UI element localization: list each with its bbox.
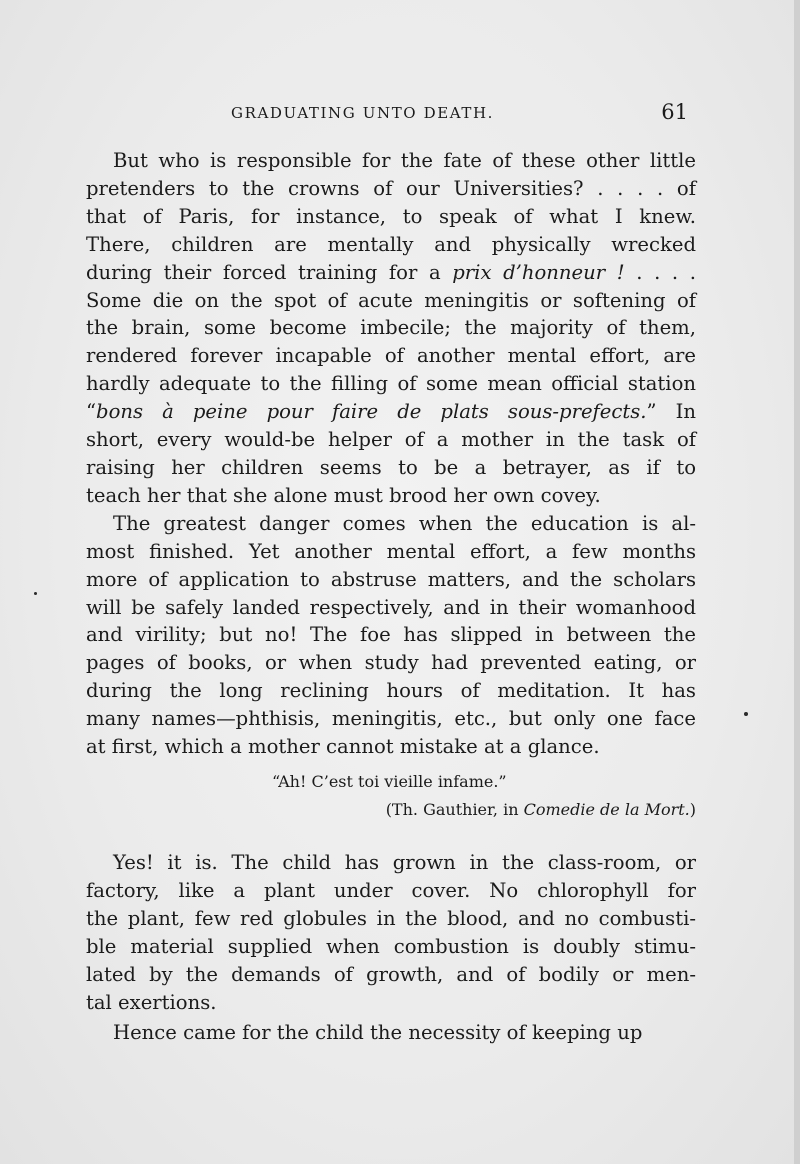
text-line: more of application to abstruse matters, and the scholars bbox=[86, 567, 696, 591]
text-line: and virility; but no! The foe has slipped in between the bbox=[86, 623, 696, 647]
ink-speck bbox=[34, 592, 37, 595]
text-line: pages of books, or when study had prevented eating, or bbox=[86, 651, 696, 675]
page-number: 61 bbox=[661, 100, 688, 124]
quote-work-title: Comedie de la Mort. bbox=[523, 800, 690, 819]
text-line: factory, like a plant under cover. No chlorophyll for bbox=[86, 879, 696, 902]
page-edge-shadow bbox=[794, 0, 800, 1164]
text-line: But who is responsible for the fate of these other little bbox=[113, 149, 696, 172]
text-line: Yes! it is. The child has grown in the class-room, or bbox=[113, 851, 696, 874]
text-line: Some die on the spot of acute meningitis or softening of bbox=[86, 288, 696, 312]
text-line: that of Paris, for instance, to speak of what I knew. bbox=[86, 204, 696, 228]
text-line: pretenders to the crowns of our Universities? . . . . of bbox=[86, 176, 696, 200]
text-line: The greatest danger comes when the education is al- bbox=[113, 511, 696, 535]
text-line: ble material supplied when combustion is doubly stimu- bbox=[86, 935, 696, 958]
text-line: teach her that she alone must brood her own covey. bbox=[86, 483, 601, 507]
epigraph-quote bbox=[86, 768, 696, 824]
text-line: during the long reclining hours of meditation. It has bbox=[86, 679, 696, 703]
body-text-top bbox=[86, 147, 696, 761]
text-line: will be safely landed respectively, and in their womanhood bbox=[86, 595, 696, 619]
text-line: short, every would-be helper of a mother in the task of bbox=[86, 428, 696, 452]
text-line: hardly adequate to the filling of some mean official station bbox=[86, 372, 696, 396]
text-line: raising her children seems to be a betrayer, as if to bbox=[86, 455, 696, 479]
italic-phrase: bons à peine pour faire de plats sous-prefects. bbox=[96, 400, 647, 424]
text-line: the brain, some become imbecile; the majority of them, bbox=[86, 316, 696, 340]
ink-speck bbox=[744, 712, 748, 716]
text-line: rendered forever incapable of another mental effort, are bbox=[86, 344, 696, 368]
quote-text: “Ah! C’est toi vieille infame.” bbox=[272, 772, 507, 791]
text-line: many names—phthisis, meningitis, etc., but only one face bbox=[86, 707, 696, 731]
text-line: the plant, few red globules in the blood, and no combusti- bbox=[86, 907, 696, 930]
running-title: GRADUATING UNTO DEATH. bbox=[231, 104, 495, 122]
text-line: Hence came for the child the necessity of keeping up bbox=[113, 1021, 643, 1044]
body-text-bottom bbox=[86, 849, 696, 1047]
text-line: during their forced training for a prix d’honneur ! . . . . bbox=[86, 260, 696, 284]
text-line: most finished. Yet another mental effort, a few months bbox=[86, 539, 696, 563]
text-line: lated by the demands of growth, and of bodily or men- bbox=[86, 963, 696, 986]
quote-attribution: (Th. Gauthier, in Comedie de la Mort.) bbox=[385, 800, 696, 819]
text-line: There, children are mentally and physically wrecked bbox=[86, 232, 696, 256]
italic-phrase: prix d’honneur ! bbox=[452, 260, 625, 284]
text-line: at first, which a mother cannot mistake at a glance. bbox=[86, 735, 600, 759]
text-line: “bons à peine pour faire de plats sous-prefects.” In bbox=[86, 400, 696, 424]
text-line: tal exertions. bbox=[86, 991, 217, 1014]
page-header bbox=[86, 100, 688, 132]
